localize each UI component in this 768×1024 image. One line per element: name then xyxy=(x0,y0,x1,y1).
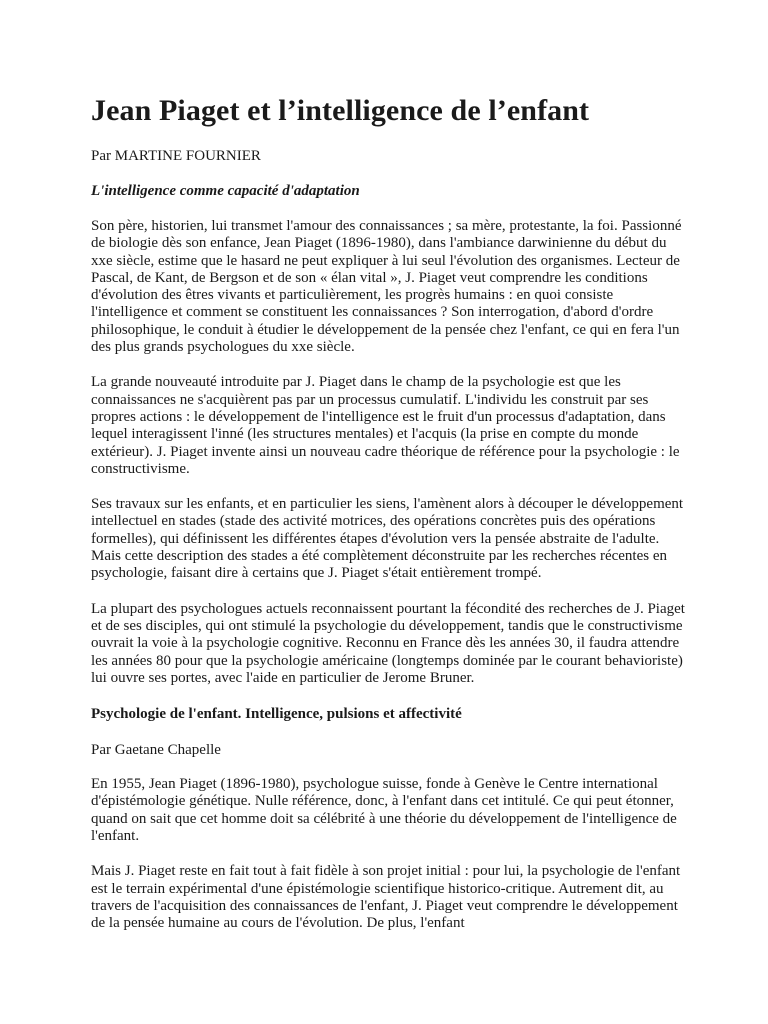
article-title: Jean Piaget et l’intelligence de l’enfant xyxy=(91,94,590,127)
paragraph: Son père, historien, lui transmet l'amour des connaissances ; sa mère, protestante, la foi. Passionné de biologie dès son enfance, Jean Piaget (1896-1980), dans l'ambiance darwinienne du début du xxe siècle, estime que le hasard ne peut expliquer à lui seul l'évolution des organismes. Lecteur de Pascal, de Kant, de Bergson et de son « élan vital », J. Piaget veut comprendre les conditions d'évolution des êtres vivants et particulièrement, les progrès humains : en quoi consiste l'intelligence et comment se constituent les connaissances ? Son interrogation, d'abord d'ordre philosophique, le conduit à étudier le développement de la pensée chez l'enfant, ce qui en fera l'un des plus grands psychologues du xxe siècle. xyxy=(91,218,682,356)
paragraph: En 1955, Jean Piaget (1896-1980), psychologue suisse, fonde à Genève le Centre international d'épistémologie génétique. Nulle référence, donc, à l'enfant dans cet intitulé. Ce qui peut étonner, quand on sait que cet homme doit sa célébrité à une théorie du développement de l'intelligence de l'enfant. xyxy=(91,776,677,845)
section-heading-psychologie-enfant: Psychologie de l'enfant. Intelligence, pulsions et affectivité xyxy=(91,706,462,723)
byline-gaetane-chapelle: Par Gaetane Chapelle xyxy=(91,742,221,759)
paragraph: Mais J. Piaget reste en fait tout à fait fidèle à son projet initial : pour lui, la psychologie de l'enfant est le terrain expérimental d'une épistémologie scientifique historico-critique. Autrement dit, au travers de l'acquisition des connaissances de l'enfant, J. Piaget veut comprendre le développement de la pensée humaine au cours de l'évolution. De plus, l'enfant xyxy=(91,863,681,932)
paragraph: La grande nouveauté introduite par J. Piaget dans le champ de la psychologie est que les connaissances ne s'acquièrent pas par un processus cumulatif. L'individu les construit par ses propres actions : le développement de l'intelligence est le fruit d'un processus d'adaptation, dans lequel interagissent l'inné (les structures mentales) et l'acquis (la prise en compte du monde extérieur). J. Piaget invente ainsi un nouveau cadre théorique de référence pour la psychologie : le constructivisme. xyxy=(91,374,680,477)
paragraph: Ses travaux sur les enfants, et en particulier les siens, l'amènent alors à découper le développement intellectuel en stades (stade des activité motrices, des opérations concrètes puis des opérations formelles), qui définissent les différentes étapes d'évolution vers la pensée abstraite de l'adulte. Mais cette description des stades a été complètement déconstruite par les recherches récentes en psychologie, faisant dire à certains que J. Piaget s'était entièrement trompé. xyxy=(91,496,684,582)
section-heading-adaptation: L'intelligence comme capacité d'adaptation xyxy=(91,183,360,199)
paragraph: La plupart des psychologues actuels reconnaissent pourtant la fécondité des recherches de J. Piaget et de ses disciples, qui ont stimulé la psychologie du développement, tandis que le constructivisme ouvrait la voie à la psychologie cognitive. Reconnu en France dès les années 30, il faudra attendre les années 80 pour que la psychologie américaine (longtemps dominée par le courant behavioriste) lui ouvre ses portes, avec l'aide en particulier de Jerome Bruner. xyxy=(91,600,685,686)
article xyxy=(91,92,691,951)
byline-martine-fournier: Par MARTINE FOURNIER xyxy=(91,148,261,164)
